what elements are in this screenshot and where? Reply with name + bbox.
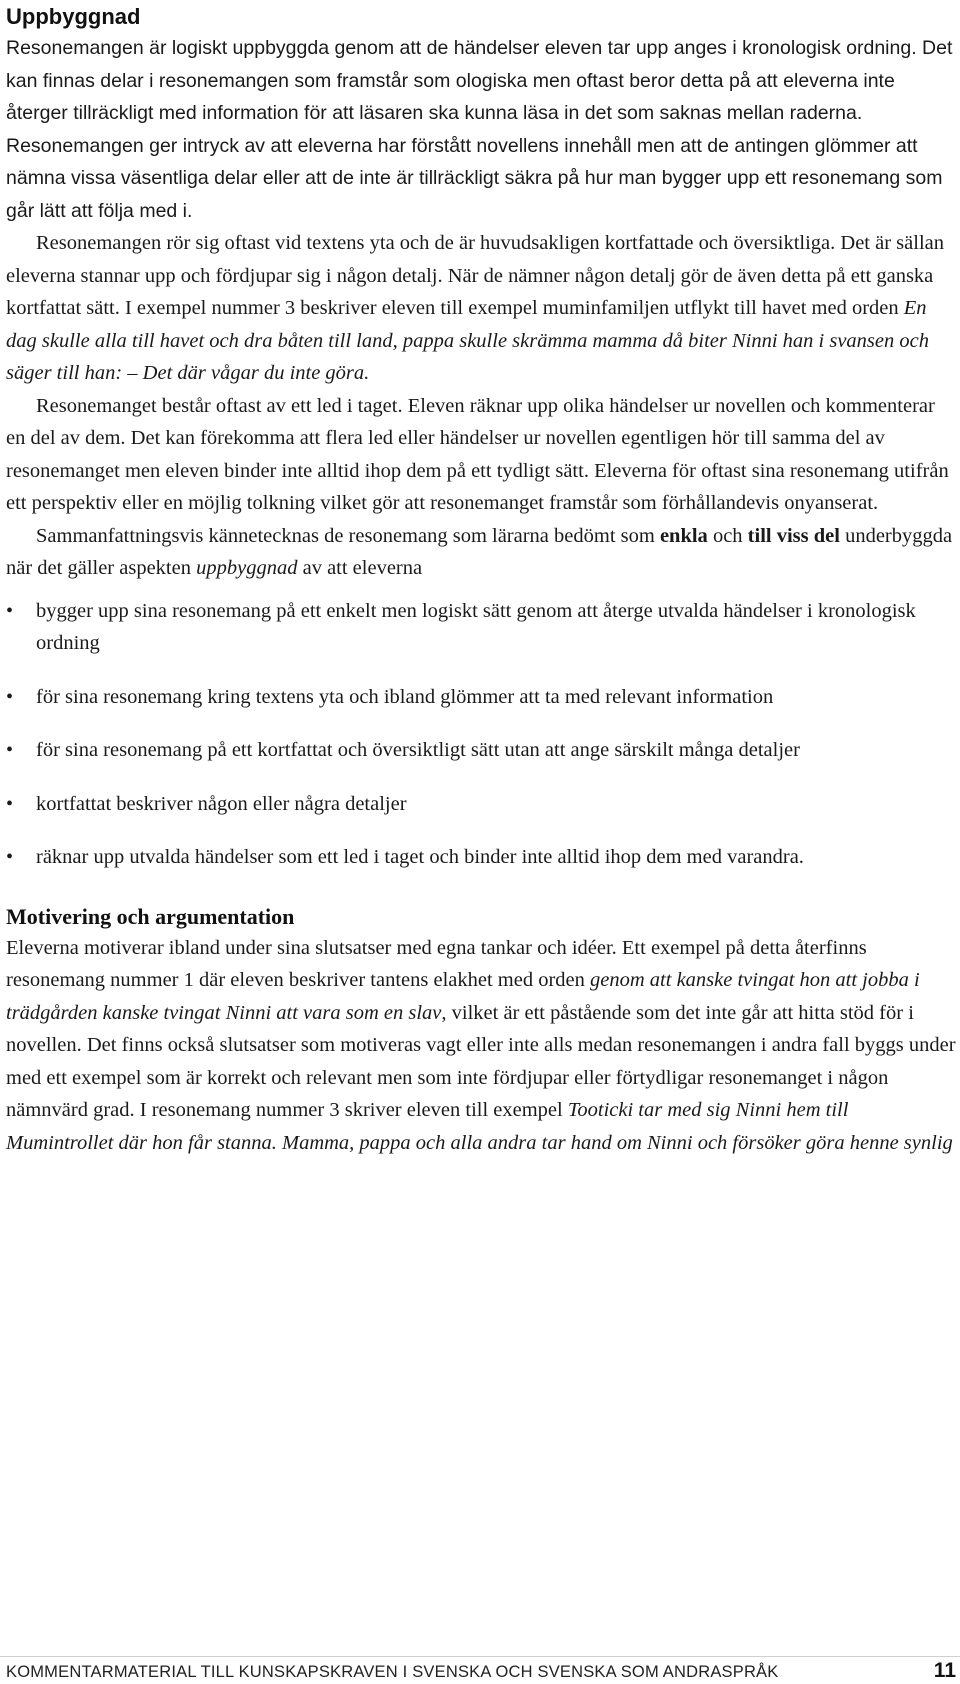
- bullet-list: [6, 595, 956, 874]
- paragraph-2-text: Resonemangen rör sig oftast vid textens yta och de är huvudsakligen kortfattade och översiktliga. Det är sällan eleverna stannar upp och fördjupar sig i någon detalj. När de nämner någon detalj gör de även detta på ett ganska kortfattat sätt. I exempel nummer 3 beskriver eleven till exempel muminfamiljen utflykt till havet med orden: [6, 232, 944, 319]
- bullet-text: kortfattat beskriver någon eller några detaljer: [36, 792, 407, 815]
- emphasis-till-viss-del: till viss del: [747, 524, 840, 547]
- bullet-icon: •: [6, 685, 14, 708]
- bullet-text: räknar upp utvalda händelser som ett led i taget och binder inte alltid ihop dem med varandra.: [36, 846, 804, 868]
- section-heading-uppbyggnad: Uppbyggnad: [6, 4, 141, 29]
- paragraph-1: [6, 32, 956, 227]
- section-heading-motivering: Motivering och argumentation: [6, 903, 295, 929]
- footer-divider: [0, 1656, 960, 1657]
- bullet-item: [6, 595, 956, 660]
- bullet-item: [6, 841, 956, 874]
- bullet-text: för sina resonemang på ett kortfattat och översiktligt sätt utan att ange särskilt många detaljer: [36, 739, 800, 761]
- paragraph-4-text-d: underbyggda när det gäller aspekten: [6, 524, 953, 579]
- paragraph-5-text-b: , vilket är ett påstående som det inte går att hitta stöd för i novellen. Det finns också slutsatser som motiveras vagt eller inte alls medan resonemangen i andra fall byggs under med ett exempel som är korrekt och relevant men som inte fördjupar eller förtydligar resonemanget i någon nämnvärd grad. I resonemang nummer 3 skriver eleven till exempel: [6, 1001, 956, 1121]
- page-footer: [0, 1656, 960, 1684]
- bullet-icon: •: [6, 739, 14, 761]
- emphasis-enkla: enkla: [659, 524, 708, 547]
- paragraph-5-quote-2: Tooticki tar med sig Ninni hem till Mumintrollet där hon får stanna. Mamma, pappa och alla andra tar hand om Ninni och försöker göra henne synlig: [6, 1099, 953, 1154]
- page-number: 11: [933, 1659, 956, 1682]
- bullet-text: bygger upp sina resonemang på ett enkelt men logiskt sätt genom att återge utvalda händelser i kronologisk ordning: [36, 599, 916, 654]
- paragraph-3: Resonemanget består oftast av ett led i taget. Eleven räknar upp olika händelser ur novellen och kommenterar en del av dem. Det kan förekomma att flera led eller händelser ur novellen egentligen hör till samma del av resonemanget men eleven binder inte alltid ihop dem på ett tydligt sätt. Eleverna för oftast sina resonemang utifrån ett perspektiv eller en möjlig tolkning vilket gör att resonemanget framstår som förhållandevis onyanserat.: [6, 394, 949, 514]
- bullet-text: för sina resonemang kring textens yta och ibland glömmer att ta med relevant information: [36, 685, 774, 708]
- paragraph-1-text-b: Resonemangen ger intryck av att eleverna har förstått novellens innehåll men att de antingen glömmer att nämna vissa väsentliga delar eller att de inte är tillräckligt säkra på hur man bygger upp ett resonemang som går lätt att följa med i.: [6, 134, 943, 222]
- bullet-item: [6, 734, 956, 767]
- paragraph-5-quote-1: genom att kanske tvingat hon att jobba i trädgården kanske tvingat Ninni att vara som en slav: [6, 969, 920, 1024]
- paragraph-4-text-f: av att eleverna: [297, 557, 423, 579]
- paragraph-5-text-a: Eleverna motiverar ibland under sina slutsatser med egna tankar och idéer. Ett exempel på detta återfinns resonemang nummer 1 där eleven beskriver tantens elakhet med orden: [6, 936, 867, 991]
- paragraph-1-text-a: Resonemangen är logiskt uppbyggda genom att de händelser eleven tar upp anges i kronologisk ordning. Det kan finnas delar i resonemangen som framstår som ologiska men oftast beror detta på att eleverna inte återger tillräckligt med information för att läsaren ska kunna läsa in det som saknas mellan raderna.: [6, 37, 953, 124]
- paragraph-5: [6, 932, 956, 1160]
- bullet-icon: •: [6, 792, 14, 815]
- emphasis-uppbyggnad: uppbyggnad: [196, 557, 298, 579]
- section-motivering: [6, 900, 956, 1160]
- footer-title: KOMMENTARMATERIAL TILL KUNSKAPSKRAVEN I SVENSKA OCH SVENSKA SOM ANDRASPRÅK: [6, 1663, 779, 1681]
- paragraph-4-text-c: och: [707, 524, 748, 547]
- paragraph-4-text-a: Sammanfattningsvis kännetecknas de resonemang som lärarna bedömt som: [36, 524, 660, 547]
- bullet-item: [6, 788, 956, 821]
- paragraph-2-quote: En dag skulle alla till havet och dra båten till land, pappa skulle skrämma mamma då biter Ninni han i svansen och säger till han: – Det där vågar du inte göra.: [6, 297, 929, 384]
- bullet-item: [6, 681, 956, 714]
- bullet-icon: •: [6, 846, 14, 868]
- bullet-icon: •: [6, 599, 14, 622]
- document-page: [6, 0, 956, 1159]
- paragraph-4: [6, 520, 956, 585]
- paragraph-2: [6, 227, 956, 390]
